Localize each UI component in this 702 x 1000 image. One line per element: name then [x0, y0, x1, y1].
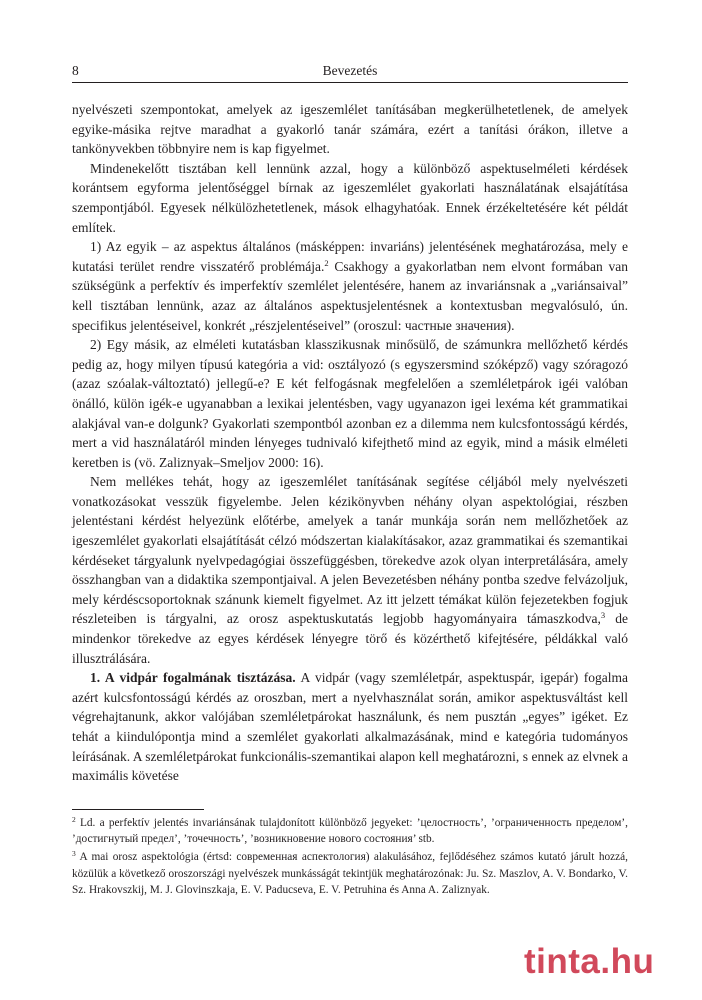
footnote-mark-2: 2: [72, 815, 76, 824]
footnote-mark-3: 3: [72, 849, 76, 859]
paragraph-2: Mindenekelőtt tisztában kell lennünk azzal, hogy a különböző aspektuselméleti kérdések korántsem egyforma jelentőséggel bírnak az igeszemlélet gyakorlati használatának elsajátítása szempontjából. Egyesek nélkülözhetetlenek, mások elhagyhatóak. Ennek érzékeltetésére két példát említek.: [72, 160, 628, 235]
paragraph-3: [72, 237, 628, 335]
paragraph-5: [72, 472, 628, 668]
footnote-2: [72, 815, 628, 847]
running-head-title: Bevezetés: [322, 63, 378, 78]
paragraph-6: [72, 668, 628, 786]
paragraph-3-text-a: 1) Az egyik – az aspektus általános (másképpen: invariáns) jelentésének meghatározása, mely e kutatási terület rendre visszatérő problémája.: [72, 239, 628, 274]
publisher-watermark: tinta.hu: [524, 942, 655, 981]
footnote-reference-3[interactable]: 3: [600, 610, 606, 621]
footnote-separator: [72, 809, 204, 810]
footnotes: [72, 815, 628, 900]
main-text: [72, 100, 628, 786]
paragraph-5-text-b: de mindenkor törekedve az egyes kérdések lényegre törő és közérthető kifejtésére, példákkal való illusztrálására.: [72, 611, 628, 666]
footnote-3-text: A mai orosz aspektológia (értsd: современная аспектология) alakulásához, fejlődéséhez számos kutató járult hozzá, közülük a következő oroszországi nyelvészek munkásságát tekintjük meghatározónak: Ju. Sz. Maszlov, A. V. Bondarko, V. Sz. Hrakovszkij, M. J. Glovinszkaja, E. V. Paducseva, E. V. Petruhina és Anna A. Zaliznyak.: [72, 851, 628, 896]
footnote-3: [72, 849, 628, 898]
paragraph-5-text-a: Nem mellékes tehát, hogy az igeszemlélet tanításának segítése céljából mely nyelvészeti vonatkozásokat vesszük figyelembe. Jelen kézikönyvben néhány olyan aspektológiai, részben jelentéstani kérdést helyezünk előtérbe, amelyek a tanár munkája során nem mellőzhetőek az igeszemlélet gyakorlati elsajátítását célzó módszertan kialakításakor, azaz grammatikai és szemantikai kérdéseket tárgyalunk nyelvpedagógiai összefüggésben, törekedve azok olyan interpretálására, amely összhangban van a didaktika szempontjaival. A jelen Bevezetésben néhány pontba szedve felvázoljuk, mely kérdéscsoportoknak szánunk kiemelt figyelmet. Az itt jelzett témákat külön fejezetekben fogjuk részleteiben is tárgyalni, az orosz aspektuskutatás legjobb hagyományaira támaszkodva,: [72, 474, 628, 627]
running-head: [72, 60, 628, 83]
paragraph-6-text: A vidpár (vagy szemléletpár, aspektuspár, igepár) fogalma azért kulcsfontosságú kérdés az oroszban, mert a nyelvhasználat során, amikor aspektusváltást kell végrehajtanunk, akkor valójában szemléletpárokat használunk, és nem pusztán „egyes” igéket. Ez tehát a kiindulópontja mind a szemlélet gyakorlati alkalmazásának, mind e kategória tudományos leírásának. A szemléletpárokat funkcionális-szemantikai alapon kell meghatározni, s ennek az elvnek a maximális követése: [72, 670, 628, 784]
paragraph-3-text-b: Csakhogy a gyakorlatban nem elvont formában van szükségünk a perfektív és imperfektív szemlélet jelentésére, hanem az invariánsnak a „variánsaival” kell tisztában lennünk, azaz az általános aspektusjelentésnek a kontextusban megvalósuló, ún. specifikus jelentéseivel, konkrét „részjelentéseivel” (oroszul: частные значения).: [72, 258, 629, 333]
footnote-reference-2[interactable]: 2: [324, 257, 329, 268]
paragraph-1: nyelvészeti szempontokat, amelyek az igeszemlélet tanításában megkerülhetetlenek, de amelyek egyike-másika rejtve maradhat a gyakorló tanár számára, ezért a tanítási órákon, illetve a tankönyvekben többnyire nem is kap figyelmet.: [72, 102, 628, 157]
footnote-2-text: Ld. a perfektív jelentés invariánsának tulajdonított különböző jegyeket: ’целостность’, ’ограниченность пределом’, ’достигнутый предел’, ’точечность’, ’возникновение нового состояния’ stb.: [72, 817, 628, 846]
section-heading: 1. A vidpár fogalmának tisztázása.: [90, 670, 296, 686]
paragraph-4: 2) Egy másik, az elméleti kutatásban klasszikusnak minősülő, de számunkra mellőzhető kérdés pedig az, hogy milyen típusú kategória a vid: osztályozó (s egyszersmind szóképző) vagy szóragozó (azaz szóalak-változtató) jellegű-e? E két felfogásnak megfelelően a szemléletpárok igéi valóban önálló, külön igék-e ugyanabban a lexikai jelentésben, vagy ugyanazon igei lexéma két grammatikai alakjával van-e dolgunk? Gyakorlati szempontból azonban ez a dilemma nem kulcsfontosságú kérdés, mert a vid használatáról minden lényeges tudnivaló kifejthető mind az egyik, mind a másik elméleti keretben is (vö. Zaliznyak–Smeljov 2000: 16).: [72, 337, 628, 470]
page-number: 8: [72, 63, 79, 78]
